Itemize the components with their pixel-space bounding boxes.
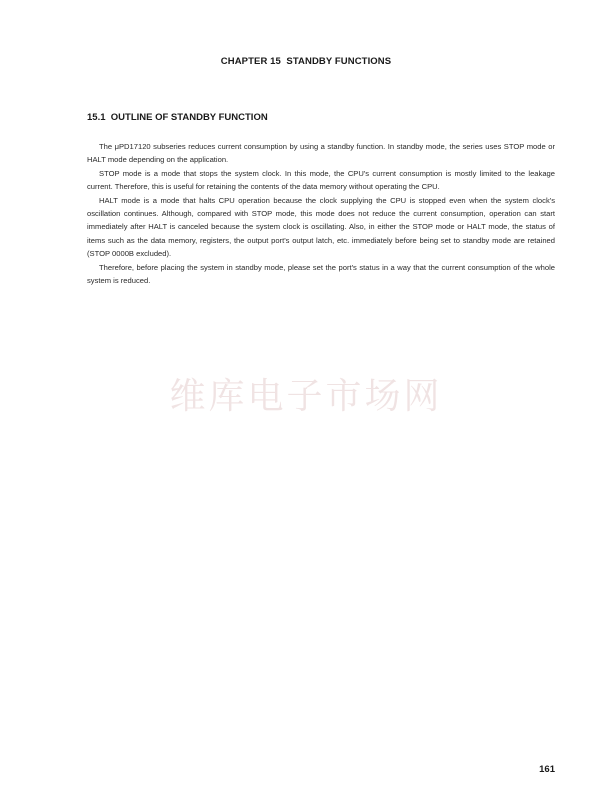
- watermark: 维库电子市场网: [169, 376, 443, 417]
- body-text: [87, 140, 555, 287]
- paragraph-intro: The μPD17120 subseries reduces current consumption by using a standby function. In standby mode, the series uses STOP mode or HALT mode depending on the application.: [87, 142, 555, 165]
- paragraph-stop-mode: STOP mode is a mode that stops the system clock. In this mode, the CPU's current consumption is mostly limited to the leakage current. Therefore, this is useful for retaining the contents of the data memory without operating the CPU.: [87, 168, 555, 192]
- paragraph-port-status: Therefore, before placing the system in standby mode, please set the port's status in a way that the current consumption of the whole system is reduced.: [87, 262, 555, 286]
- section-heading: 15.1 OUTLINE OF STANDBY FUNCTION: [87, 112, 268, 123]
- chapter-title: CHAPTER 15 STANDBY FUNCTIONS: [220, 56, 392, 67]
- paragraph-halt-mode: HALT mode is a mode that halts CPU operation because the clock supplying the CPU is stopped even when the system clock's oscillation continues. Although, compared with STOP mode, this mode does not reduce the current consumption, operation can start immediately after HALT is canceled because the system clock is oscillating. Also, in either the STOP mode or HALT mode, the status of items such as the data memory, registers, the output port's output latch, etc. immediately before being set to standby mode are retained (STOP 0000B excluded).: [87, 195, 555, 259]
- page-number: 161: [539, 764, 555, 775]
